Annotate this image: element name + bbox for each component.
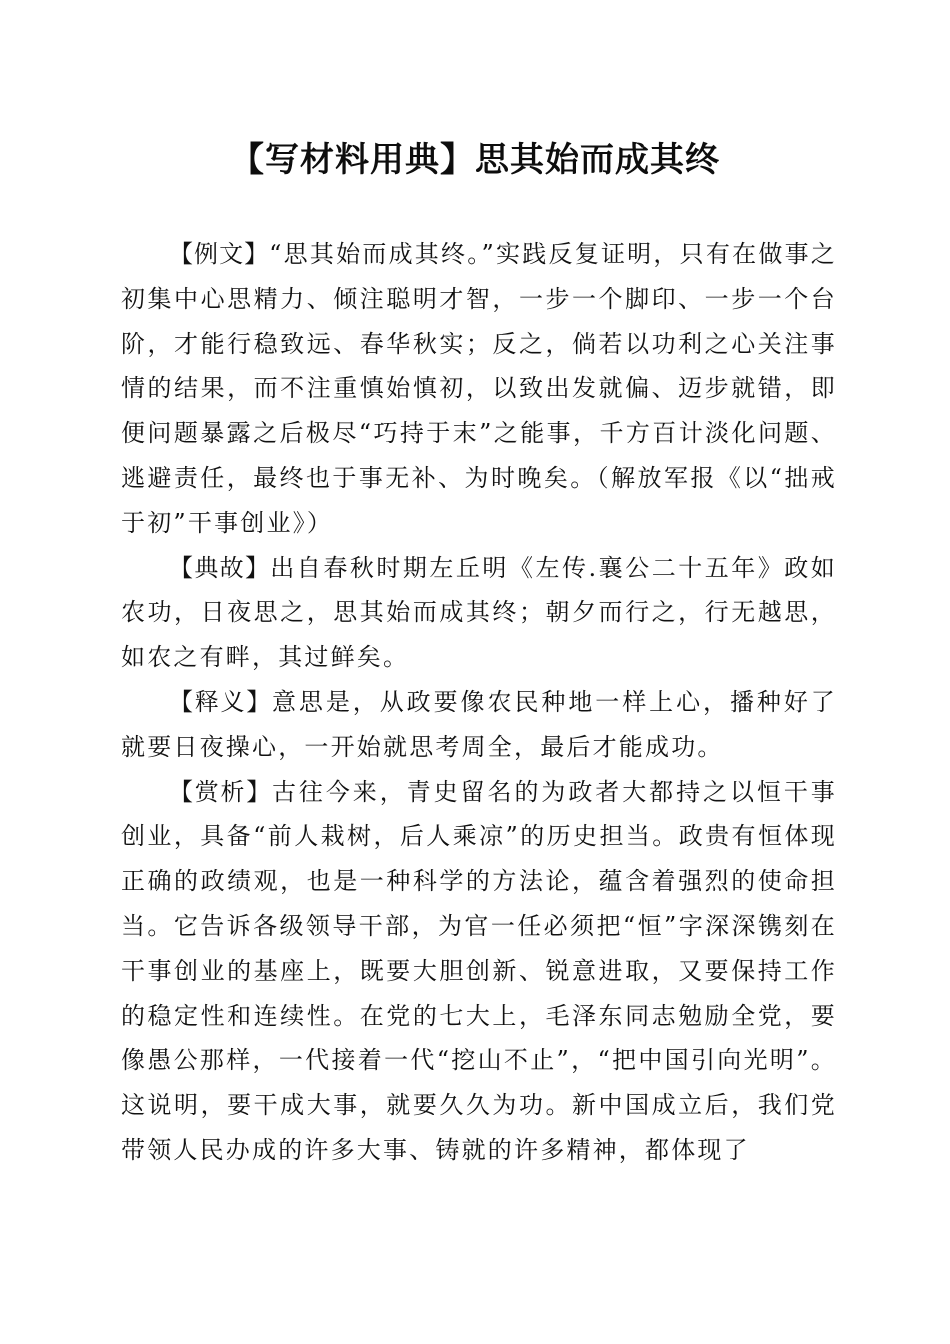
document-body bbox=[121, 232, 837, 1173]
paragraph-allusion bbox=[121, 546, 837, 680]
paragraph-text-example: “思其始而成其终。”实践反复证明，只有在做事之初集中心思精力、倾注聪明才智，一步一个脚印、一步一个台阶，才能行稳致远、春华秋实；反之，倘若以功利之心关注事情的结果，而不注重慎始慎初，以致出发就偏、迈步就错，即便问题暴露之后极尽“巧持于末”之能事，千方百计淡化问题、逃避责任，最终也于事无补、为时晚矣。（解放军报《以“拙戒于初”干事创业》） bbox=[121, 240, 838, 537]
paragraph-example bbox=[121, 232, 837, 546]
paragraph-text-appreciation: 古往今来，青史留名的为政者大都持之以恒干事创业，具备“前人栽树，后人乘凉”的历史担当。政贵有恒体现正确的政绩观，也是一种科学的方法论，蕴含着强烈的使命担当。它告诉各级领导干部，为官一任必须把“恒”字深深镌刻在干事创业的基座上，既要大胆创新、锐意进取，又要保持工作的稳定性和连续性。在党的七大上，毛泽东同志勉励全党，要像愚公那样，一代接着一代“挖山不止”，“把中国引向光明”。这说明，要干成大事，就要久久为功。新中国成立后，我们党带领人民办成的许多大事、铸就的许多精神，都体现了 bbox=[121, 777, 837, 1164]
paragraph-tag-example: 【例文】 bbox=[169, 240, 270, 268]
document-title: 【写材料用典】思其始而成其终 bbox=[230, 140, 720, 180]
paragraph-tag-meaning: 【释义】 bbox=[169, 687, 272, 716]
paragraph-text-allusion: 出自春秋时期左丘明《左传.襄公二十五年》政如农功，日夜思之，思其始而成其终；朝夕而行之，行无越思，如农之有畔，其过鲜矣。 bbox=[121, 553, 838, 672]
paragraph-tag-appreciation: 【赏析】 bbox=[169, 777, 272, 806]
paragraph-text-meaning: 意思是，从政要像农民种地一样上心，播种好了就要日夜操心，一开始就思考周全，最后才能成功。 bbox=[121, 687, 837, 761]
paragraph-meaning bbox=[121, 680, 837, 770]
paragraph-appreciation bbox=[121, 770, 837, 1173]
paragraph-tag-allusion: 【典故】 bbox=[169, 553, 271, 582]
